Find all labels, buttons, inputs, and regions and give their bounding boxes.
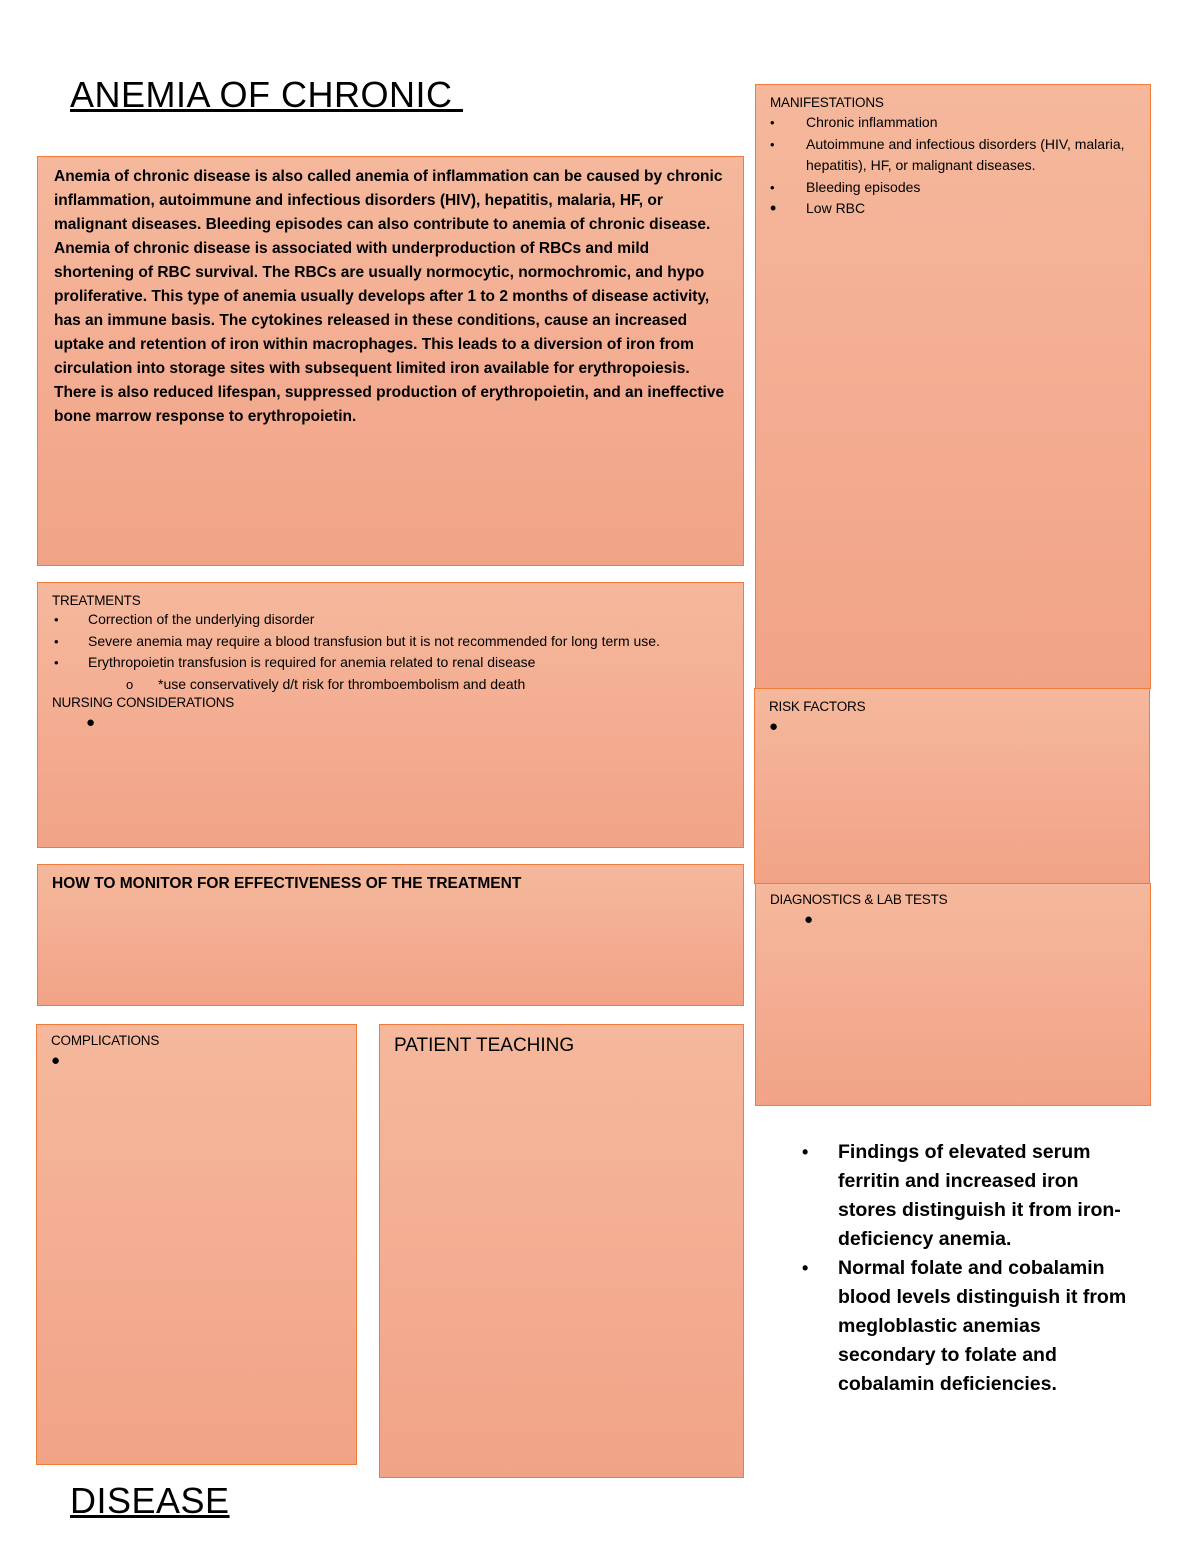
list-item: • Severe anemia may require a blood transfusion but it is not recommended for long term use. bbox=[18, 631, 729, 653]
complications-heading: COMPLICATIONS bbox=[51, 1033, 160, 1048]
monitor-heading: HOW TO MONITOR FOR EFFECTIVENESS OF THE TREATMENT bbox=[52, 875, 522, 892]
list-item: • Correction of the underlying disorder bbox=[18, 609, 729, 631]
list-item: • Chronic inflammation bbox=[770, 112, 1136, 134]
risk-factors-box bbox=[754, 688, 1150, 884]
page-title: ANEMIA OF CHRONIC bbox=[70, 74, 464, 115]
risk-factors-heading: RISK FACTORS bbox=[769, 699, 866, 714]
sub-list-item: o *use conservatively d/t risk for thromboembolism and death bbox=[18, 674, 729, 696]
definition-text: Anemia of chronic disease is also called anemia of inflammation can be caused by chronic inflammation, autoimmune and infectious disorders (HIV), hepatitis, malaria, HF, or malignant diseases. Bleeding episodes can also contribute to anemia of chronic disease. Anemia of chronic disease is associated with underproduction of RBCs and mild shortening of RBC survival. The RBCs are usually normocytic, normochromic, and hypo proliferative. This type of anemia usually develops after 1 to 2 months of disease activity, has an immune basis. The cytokines released in these conditions, cause an increased uptake and retention of iron within macrophages. This leads to a diversion of iron from circulation into storage sites with subsequent limited iron available for erythropoiesis. There is also reduced lifespan, suppressed production of erythropoietin, and an ineffective bone marrow response to erythropoietin. bbox=[54, 168, 725, 425]
definition-box bbox=[37, 156, 744, 566]
manifestations-box bbox=[755, 84, 1151, 689]
nursing-bullet: ● bbox=[86, 714, 96, 731]
diagnostics-bullet: ● bbox=[804, 911, 814, 928]
list-item: • Normal folate and cobalamin blood levels distinguish it from megloblastic anemias secondary to folate and cobalamin deficiencies. bbox=[800, 1254, 1140, 1399]
page-title-continued: DISEASE bbox=[70, 1480, 230, 1521]
treatments-heading: TREATMENTS bbox=[52, 593, 141, 608]
treatments-box bbox=[37, 582, 744, 848]
monitor-box bbox=[37, 864, 744, 1006]
manifestations-heading: MANIFESTATIONS bbox=[770, 95, 884, 110]
diagnostics-heading: DIAGNOSTICS & LAB TESTS bbox=[770, 892, 948, 907]
risk-factors-bullet: ● bbox=[769, 718, 779, 735]
complications-box bbox=[36, 1024, 357, 1465]
patient-teaching-box bbox=[379, 1024, 744, 1478]
list-item: • Findings of elevated serum ferritin and increased iron stores distinguish it from iron-deficiency anemia. bbox=[800, 1138, 1140, 1254]
list-item: • Low RBC bbox=[770, 198, 1136, 220]
list-item: • Bleeding episodes bbox=[770, 177, 1136, 199]
list-item: • Autoimmune and infectious disorders (HIV, malaria, hepatitis), HF, or malignant diseases. bbox=[770, 134, 1136, 177]
complications-bullet: ● bbox=[51, 1052, 61, 1069]
distinguishing-notes bbox=[800, 1138, 1140, 1399]
list-item: • Erythropoietin transfusion is required for anemia related to renal disease bbox=[18, 652, 729, 674]
patient-teaching-heading: PATIENT TEACHING bbox=[394, 1035, 575, 1056]
nursing-considerations-heading: NURSING CONSIDERATIONS bbox=[52, 695, 235, 710]
diagnostics-box bbox=[755, 883, 1151, 1106]
